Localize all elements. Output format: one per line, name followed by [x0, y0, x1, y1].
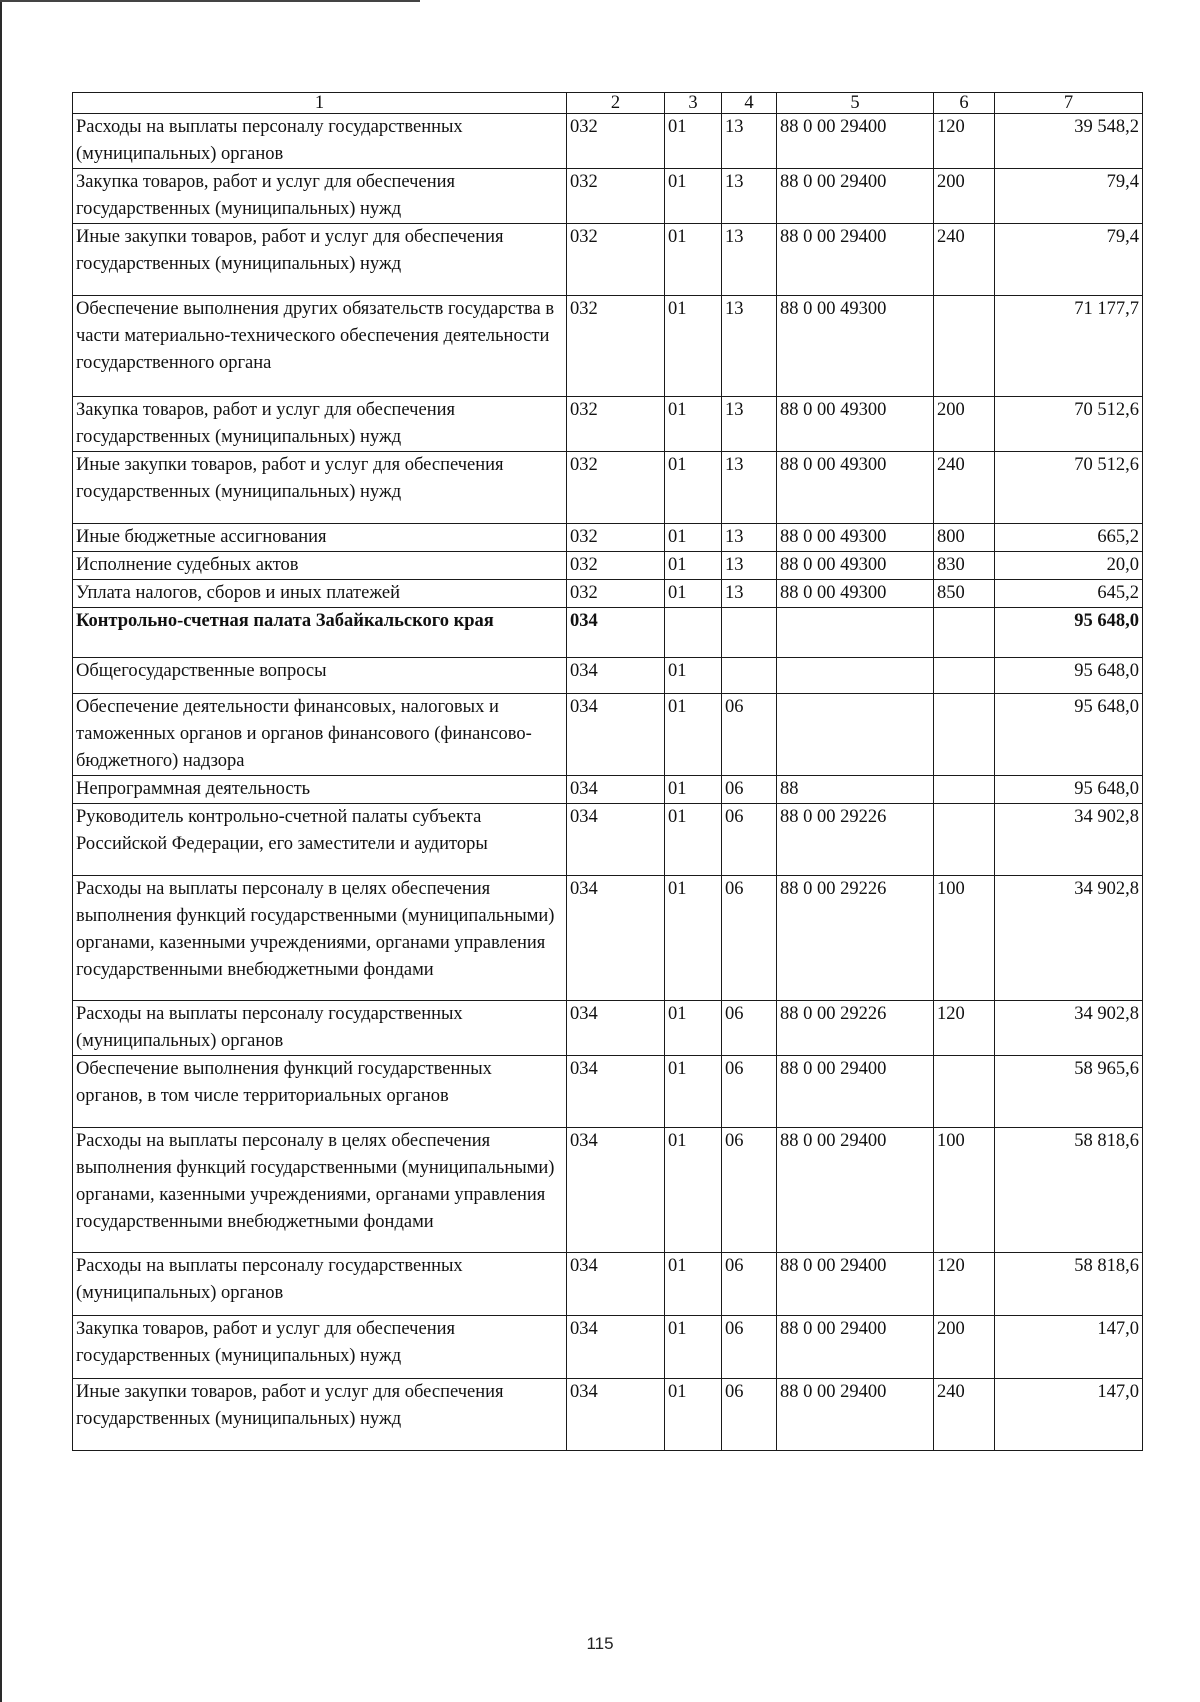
row-name-cell: Обеспечение выполнения других обязательств государства в части материально-технического обеспечения деятельности государственного органа [73, 296, 567, 397]
row-code-cell: 01 [665, 804, 722, 876]
row-code-cell: 01 [665, 1056, 722, 1128]
row-name-cell: Расходы на выплаты персоналу в целях обеспечения выполнения функций государственными (муниципальными) органами, казенными учреждениями, органами управления государственными внебюджетными фондами [73, 1128, 567, 1253]
row-amount-cell: 58 818,6 [995, 1128, 1143, 1253]
row-amount-cell: 665,2 [995, 524, 1143, 552]
row-code-cell: 06 [722, 1379, 777, 1451]
row-code-cell: 13 [722, 552, 777, 580]
row-code-cell [665, 608, 722, 658]
header-cell: 5 [777, 93, 934, 114]
row-code-cell: 100 [934, 876, 995, 1001]
row-name-cell: Общегосударственные вопросы [73, 658, 567, 694]
row-code-cell: 06 [722, 1316, 777, 1379]
table-row [73, 169, 1143, 224]
row-code-cell [777, 694, 934, 776]
row-code-cell: 01 [665, 694, 722, 776]
row-code-cell: 034 [567, 658, 665, 694]
row-code-cell: 034 [567, 1056, 665, 1128]
row-code-cell: 06 [722, 1056, 777, 1128]
row-code-cell: 034 [567, 1316, 665, 1379]
row-code-cell: 13 [722, 452, 777, 524]
row-code-cell: 240 [934, 452, 995, 524]
table-row [73, 1001, 1143, 1056]
row-code-cell: 06 [722, 876, 777, 1001]
row-code-cell: 88 0 00 29400 [777, 1316, 934, 1379]
row-code-cell: 100 [934, 1128, 995, 1253]
row-code-cell: 034 [567, 804, 665, 876]
row-amount-cell: 79,4 [995, 224, 1143, 296]
row-code-cell: 830 [934, 552, 995, 580]
row-code-cell: 01 [665, 224, 722, 296]
row-amount-cell: 58 818,6 [995, 1253, 1143, 1316]
row-code-cell: 01 [665, 524, 722, 552]
row-code-cell: 01 [665, 1128, 722, 1253]
row-code-cell [934, 608, 995, 658]
row-code-cell [934, 776, 995, 804]
row-amount-cell: 20,0 [995, 552, 1143, 580]
row-code-cell: 032 [567, 452, 665, 524]
table-row [73, 1253, 1143, 1316]
row-code-cell [934, 1056, 995, 1128]
row-code-cell: 88 0 00 29400 [777, 169, 934, 224]
row-amount-cell: 71 177,7 [995, 296, 1143, 397]
row-code-cell: 13 [722, 169, 777, 224]
row-name-cell: Уплата налогов, сборов и иных платежей [73, 580, 567, 608]
table-row [73, 224, 1143, 296]
row-code-cell: 06 [722, 694, 777, 776]
row-code-cell: 06 [722, 776, 777, 804]
row-name-cell: Иные закупки товаров, работ и услуг для обеспечения государственных (муниципальных) нужд [73, 452, 567, 524]
row-code-cell: 01 [665, 114, 722, 169]
row-amount-cell: 34 902,8 [995, 1001, 1143, 1056]
row-code-cell: 032 [567, 224, 665, 296]
row-code-cell: 88 [777, 776, 934, 804]
table-row [73, 608, 1143, 658]
table-row [73, 694, 1143, 776]
row-amount-cell: 39 548,2 [995, 114, 1143, 169]
header-cell: 2 [567, 93, 665, 114]
row-code-cell [934, 694, 995, 776]
row-code-cell: 034 [567, 1253, 665, 1316]
row-code-cell: 88 0 00 29226 [777, 876, 934, 1001]
row-name-cell: Контрольно-счетная палата Забайкальского края [73, 608, 567, 658]
row-code-cell [934, 658, 995, 694]
row-code-cell: 88 0 00 29400 [777, 1253, 934, 1316]
row-code-cell: 88 0 00 49300 [777, 452, 934, 524]
table-row [73, 552, 1143, 580]
row-code-cell: 01 [665, 169, 722, 224]
table-header-row [73, 93, 1143, 114]
header-cell: 7 [995, 93, 1143, 114]
row-amount-cell: 645,2 [995, 580, 1143, 608]
table-row [73, 397, 1143, 452]
row-code-cell: 88 0 00 49300 [777, 397, 934, 452]
row-name-cell: Расходы на выплаты персоналу государственных (муниципальных) органов [73, 1001, 567, 1056]
row-name-cell: Иные закупки товаров, работ и услуг для обеспечения государственных (муниципальных) нужд [73, 1379, 567, 1451]
row-code-cell: 034 [567, 776, 665, 804]
row-amount-cell: 95 648,0 [995, 694, 1143, 776]
row-code-cell: 034 [567, 608, 665, 658]
row-code-cell: 032 [567, 580, 665, 608]
row-code-cell: 01 [665, 397, 722, 452]
row-name-cell: Расходы на выплаты персоналу государственных (муниципальных) органов [73, 114, 567, 169]
row-code-cell: 13 [722, 524, 777, 552]
row-code-cell: 13 [722, 580, 777, 608]
row-amount-cell: 95 648,0 [995, 608, 1143, 658]
row-code-cell: 200 [934, 397, 995, 452]
header-cell: 3 [665, 93, 722, 114]
table-row [73, 114, 1143, 169]
row-code-cell: 01 [665, 580, 722, 608]
row-code-cell: 01 [665, 1253, 722, 1316]
row-code-cell: 034 [567, 1379, 665, 1451]
row-code-cell: 88 0 00 29400 [777, 1128, 934, 1253]
row-code-cell: 120 [934, 114, 995, 169]
row-code-cell: 06 [722, 1001, 777, 1056]
row-amount-cell: 79,4 [995, 169, 1143, 224]
row-amount-cell: 95 648,0 [995, 658, 1143, 694]
row-code-cell: 88 0 00 49300 [777, 524, 934, 552]
row-code-cell: 034 [567, 876, 665, 1001]
row-code-cell: 88 0 00 29226 [777, 1001, 934, 1056]
row-code-cell: 240 [934, 1379, 995, 1451]
row-code-cell: 88 0 00 29400 [777, 1379, 934, 1451]
row-code-cell: 01 [665, 552, 722, 580]
row-amount-cell: 70 512,6 [995, 397, 1143, 452]
row-amount-cell: 58 965,6 [995, 1056, 1143, 1128]
row-code-cell: 032 [567, 296, 665, 397]
scan-top-edge [0, 0, 420, 2]
header-cell: 4 [722, 93, 777, 114]
row-code-cell: 032 [567, 169, 665, 224]
table-row [73, 1128, 1143, 1253]
row-name-cell: Руководитель контрольно-счетной палаты субъекта Российской Федерации, его заместители и аудиторы [73, 804, 567, 876]
table-row [73, 452, 1143, 524]
row-code-cell: 01 [665, 452, 722, 524]
row-code-cell: 01 [665, 776, 722, 804]
row-code-cell: 06 [722, 1128, 777, 1253]
header-cell: 1 [73, 93, 567, 114]
row-name-cell: Иные закупки товаров, работ и услуг для обеспечения государственных (муниципальных) нужд [73, 224, 567, 296]
row-code-cell: 032 [567, 524, 665, 552]
row-name-cell: Расходы на выплаты персоналу в целях обеспечения выполнения функций государственными (муниципальными) органами, казенными учреждениями, органами управления государственными внебюджетными фондами [73, 876, 567, 1001]
row-amount-cell: 34 902,8 [995, 876, 1143, 1001]
row-code-cell: 13 [722, 114, 777, 169]
budget-table [72, 92, 1143, 1451]
row-name-cell: Иные бюджетные ассигнования [73, 524, 567, 552]
row-code-cell: 01 [665, 1001, 722, 1056]
row-name-cell: Обеспечение деятельности финансовых, налоговых и таможенных органов и органов финансового (финансово-бюджетного) надзора [73, 694, 567, 776]
table-row [73, 876, 1143, 1001]
scan-left-edge [0, 0, 2, 1702]
row-amount-cell: 70 512,6 [995, 452, 1143, 524]
table-row [73, 524, 1143, 552]
row-code-cell: 88 0 00 29400 [777, 1056, 934, 1128]
row-code-cell: 120 [934, 1253, 995, 1316]
row-code-cell: 01 [665, 658, 722, 694]
row-code-cell: 88 0 00 49300 [777, 580, 934, 608]
row-code-cell [777, 608, 934, 658]
row-code-cell: 13 [722, 224, 777, 296]
row-code-cell: 032 [567, 552, 665, 580]
table-row [73, 296, 1143, 397]
row-code-cell: 13 [722, 397, 777, 452]
row-code-cell: 01 [665, 1379, 722, 1451]
row-code-cell [934, 296, 995, 397]
row-name-cell: Закупка товаров, работ и услуг для обеспечения государственных (муниципальных) нужд [73, 397, 567, 452]
table-row [73, 1056, 1143, 1128]
row-name-cell: Закупка товаров, работ и услуг для обеспечения государственных (муниципальных) нужд [73, 169, 567, 224]
row-name-cell: Исполнение судебных актов [73, 552, 567, 580]
table-row [73, 1379, 1143, 1451]
row-code-cell: 88 0 00 29400 [777, 114, 934, 169]
row-code-cell: 850 [934, 580, 995, 608]
row-code-cell: 034 [567, 694, 665, 776]
row-code-cell: 200 [934, 169, 995, 224]
row-code-cell: 034 [567, 1128, 665, 1253]
row-amount-cell: 147,0 [995, 1379, 1143, 1451]
row-code-cell: 88 0 00 49300 [777, 552, 934, 580]
table-row [73, 804, 1143, 876]
row-code-cell: 88 0 00 29226 [777, 804, 934, 876]
header-cell: 6 [934, 93, 995, 114]
row-code-cell [934, 804, 995, 876]
row-name-cell: Обеспечение выполнения функций государственных органов, в том числе территориальных органов [73, 1056, 567, 1128]
row-amount-cell: 95 648,0 [995, 776, 1143, 804]
row-code-cell: 06 [722, 804, 777, 876]
row-code-cell: 032 [567, 114, 665, 169]
row-code-cell: 01 [665, 296, 722, 397]
row-name-cell: Закупка товаров, работ и услуг для обеспечения государственных (муниципальных) нужд [73, 1316, 567, 1379]
row-code-cell [722, 658, 777, 694]
row-code-cell: 240 [934, 224, 995, 296]
table-row [73, 658, 1143, 694]
row-name-cell: Непрограммная деятельность [73, 776, 567, 804]
row-code-cell: 06 [722, 1253, 777, 1316]
row-code-cell: 01 [665, 876, 722, 1001]
row-amount-cell: 147,0 [995, 1316, 1143, 1379]
table-row [73, 1316, 1143, 1379]
row-code-cell: 800 [934, 524, 995, 552]
row-code-cell: 034 [567, 1001, 665, 1056]
row-code-cell: 01 [665, 1316, 722, 1379]
page-number: 115 [586, 1634, 614, 1653]
row-code-cell: 88 0 00 29400 [777, 224, 934, 296]
row-code-cell: 88 0 00 49300 [777, 296, 934, 397]
row-amount-cell: 34 902,8 [995, 804, 1143, 876]
table-row [73, 580, 1143, 608]
row-code-cell: 13 [722, 296, 777, 397]
row-code-cell [722, 608, 777, 658]
table-row [73, 776, 1143, 804]
row-code-cell: 120 [934, 1001, 995, 1056]
row-code-cell [777, 658, 934, 694]
row-code-cell: 200 [934, 1316, 995, 1379]
row-name-cell: Расходы на выплаты персоналу государственных (муниципальных) органов [73, 1253, 567, 1316]
row-code-cell: 032 [567, 397, 665, 452]
